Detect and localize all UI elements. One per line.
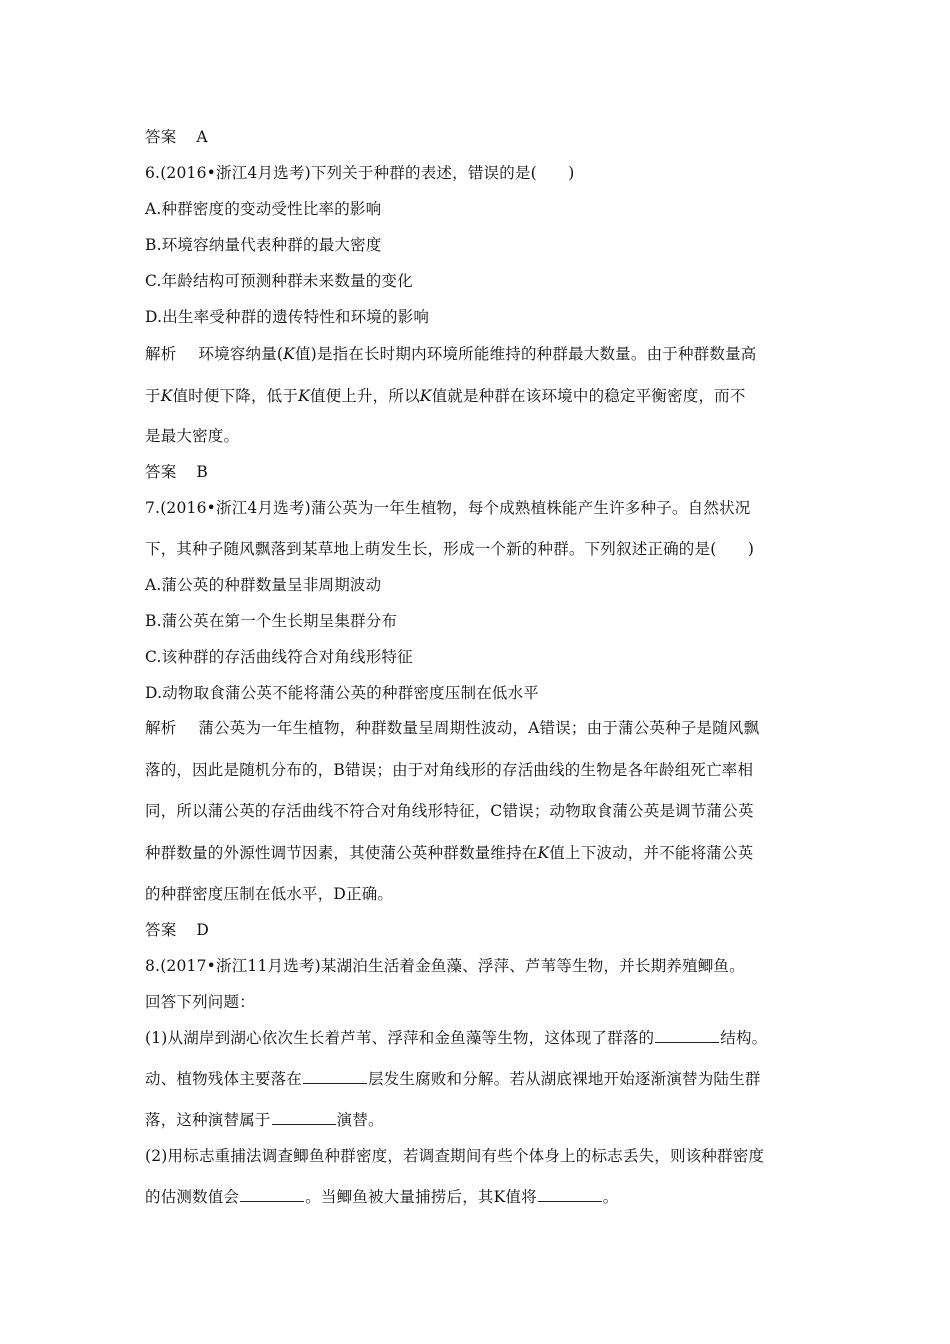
q6-explanation-line-3: 是最大密度。 [145,427,240,445]
q7-option-a: A.蒲公英的种群数量呈非周期波动 [145,576,382,594]
text: 层发生腐败和分解。若从湖底裸地开始逐渐演替为陆生群 [368,1070,761,1088]
answer-value: D [196,921,210,939]
q6-explanation-line-2 [145,386,820,406]
k-symbol: K [160,387,173,405]
q7-answer [145,920,820,940]
text: (1)从湖岸到湖心依次生长着芦苇、浮萍和金鱼藻等生物，这体现了群落的 [145,1029,655,1047]
text: 演替。 [336,1111,384,1129]
q8-stem-line-2: 回答下列问题： [145,993,255,1011]
text: 值上下波动，并不能将蒲公英 [549,844,754,862]
k-symbol: K [298,387,310,405]
text: 于 [145,387,161,405]
answer-label: 答案 [145,463,177,481]
text: 种群数量的外源性调节因素，其使蒲公英种群数量维持在 [145,844,538,862]
text: 值)是指在长时期内环境所能维持的种群最大数量。由于种群数量高 [294,345,757,363]
explanation-label: 解析 [145,719,177,737]
q8-part1-line-3 [145,1110,820,1130]
q8-part2-line-2 [145,1187,820,1207]
q7-explanation-line-5: 的种群密度压制在低水平，D正确。 [145,885,394,903]
answer-blank[interactable] [655,1028,719,1043]
text: 环境容纳量( [198,345,284,363]
answer-label: 答案 [145,921,177,939]
k-symbol: K [537,844,550,862]
q8-part1-line-1 [145,1028,820,1048]
text: 。 [602,1188,619,1206]
q7-option-d: D.动物取食蒲公英不能将蒲公英的种群密度压制在低水平 [145,684,540,702]
q7-option-b: B.蒲公英在第一个生长期呈集群分布 [145,612,398,630]
k-symbol: K [283,345,295,363]
answer-blank[interactable] [538,1187,602,1202]
q6-option-c: C.年龄结构可预测种群未来数量的变化 [145,272,413,290]
q8-part2-line-1: (2)用标志重捕法调查鲫鱼种群密度，若调查期间有些个体身上的标志丢失，则该种群密度 [145,1147,765,1165]
answer-value: B [196,463,208,481]
text: 值便上升，所以 [309,387,420,405]
q6-option-d: D.出生率受种群的遗传特性和环境的影响 [145,308,430,326]
q7-explanation-line-4 [145,843,820,863]
q6-option-a: A.种群密度的变动受性比率的影响 [145,200,382,218]
q7-explanation-line-2: 落的，因此是随机分布的，B错误；由于对角线形的存活曲线的生物是各年龄组死亡率相 [145,761,754,779]
q8-stem-line-1: 8.(2017•浙江11月选考)某湖泊生活着金鱼藻、浮萍、芦苇等生物，并长期养殖鲫鱼。 [145,957,745,975]
answer-label: 答案 [145,128,177,146]
q8-part1-line-2 [145,1069,820,1089]
q6-stem: 6.(2016•浙江4月选考)下列关于种群的表述，错误的是( ) [145,164,575,182]
text: 。当鲫鱼被大量捕捞后，其K值将 [305,1188,537,1206]
q7-explanation-line-1 [145,718,820,738]
q6-answer [145,462,820,482]
explanation-label: 解析 [145,345,177,363]
text: 动、植物残体主要落在 [145,1070,303,1088]
answer-value: A [196,128,208,146]
text: 结构。 [720,1029,768,1047]
answer-blank[interactable] [272,1110,336,1125]
text: 值就是种群在该环境中的稳定平衡密度，而不 [431,387,746,405]
q6-explanation-line-1 [145,344,820,364]
text: 的估测数值会 [145,1188,240,1206]
answer-blank[interactable] [240,1187,304,1202]
text: 值时便下降，低于 [172,387,299,405]
text: 蒲公英为一年生植物，种群数量呈周期性波动，A错误；由于蒲公英种子是随风飘 [198,719,760,737]
answer-blank[interactable] [303,1069,367,1084]
q6-option-b: B.环境容纳量代表种群的最大密度 [145,236,382,254]
q7-explanation-line-3: 同，所以蒲公英的存活曲线不符合对角线形特征，C错误；动物取食蒲公英是调节蒲公英 [145,802,754,820]
q5-answer [145,127,820,147]
q7-stem-line-1: 7.(2016•浙江4月选考)蒲公英为一年生植物，每个成熟植株能产生许多种子。自然状况 [145,499,751,517]
q7-stem-line-2: 下，其种子随风飘落到某草地上萌发生长，形成一个新的种群。下列叙述正确的是( ) [145,540,755,558]
q7-option-c: C.该种群的存活曲线符合对角线形特征 [145,648,413,666]
k-symbol: K [419,387,432,405]
text: 落，这种演替属于 [145,1111,271,1129]
